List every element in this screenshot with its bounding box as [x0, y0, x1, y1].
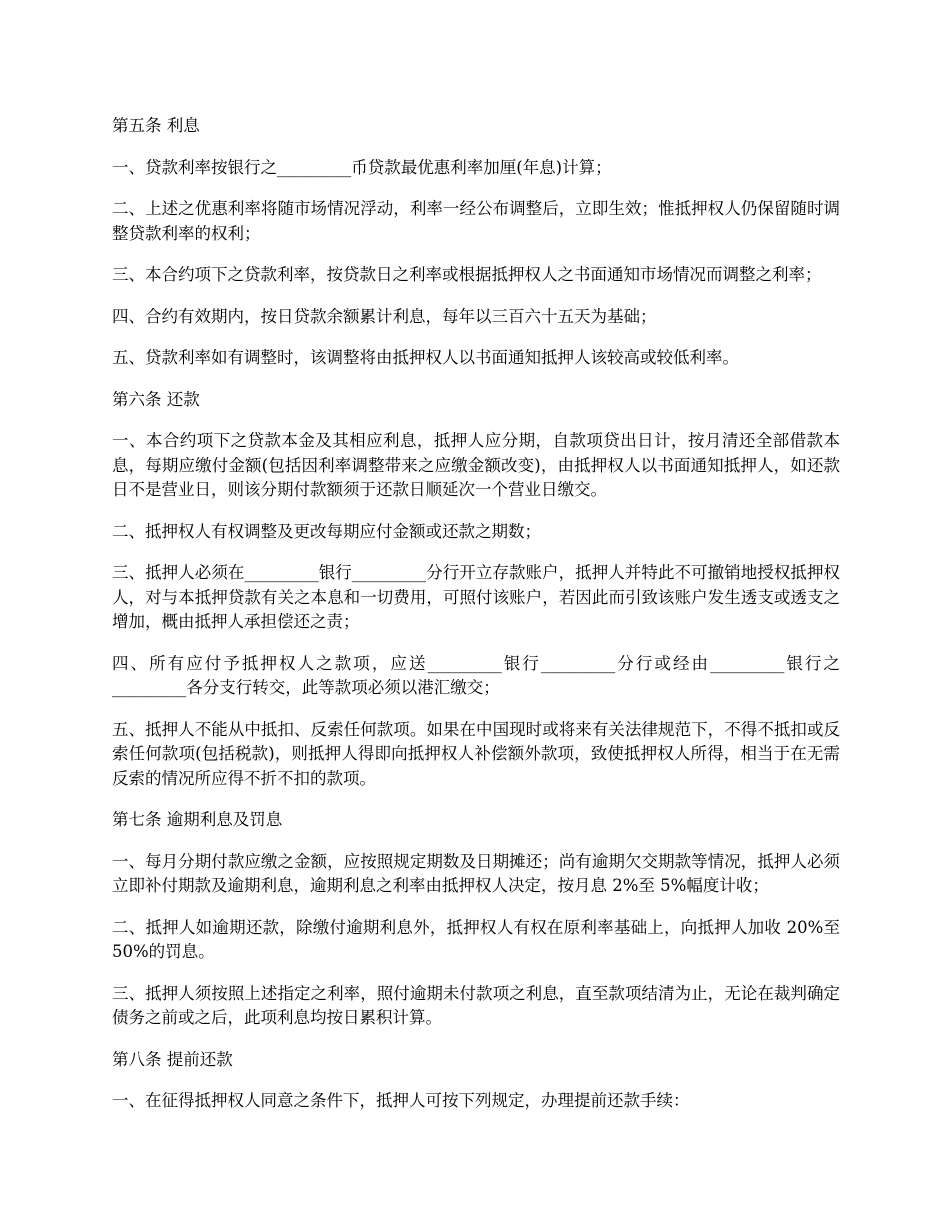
- paragraph: 三、抵押人须按照上述指定之利率，照付逾期未付款项之利息，直至款项结清为止，无论在裁判确定债务之前或之后，此项利息均按日累积计算。: [112, 983, 840, 1027]
- document-body: [112, 114, 840, 1131]
- paragraph: 二、上述之优惠利率将随市场情况浮动，利率一经公布调整后，立即生效；惟抵押权人仍保留随时调整贷款利率的权利；: [112, 199, 840, 243]
- paragraph: 五、贷款利率如有调整时，该调整将由抵押权人以书面通知抵押人该较高或较低利率。: [112, 348, 739, 367]
- paragraph: 一、在征得抵押权人同意之条件下，抵押人可按下列规定，办理提前还款手续：: [112, 1091, 690, 1110]
- paragraph: 四、所有应付予抵押权人之款项，应送_________银行_________分行或经由_________银行之_________各分支行转交，此等款项必须以港汇缴交；: [112, 653, 840, 697]
- paragraph: 一、贷款利率按银行之_________币贷款最优惠利率加厘(年息)计算；: [112, 157, 612, 177]
- paragraph: 四、合约有效期内，按日贷款余额累计利息，每年以三百六十五天为基础；: [112, 306, 657, 326]
- paragraph: 三、本合约项下之贷款利率，按贷款日之利率或根据抵押权人之书面通知市场情况而调整之利率；: [112, 265, 822, 284]
- section-heading-article-7: 第七条 逾期利息及罚息: [112, 810, 283, 829]
- paragraph: 二、抵押权人有权调整及更改每期应付金额或还款之期数；: [112, 521, 541, 541]
- paragraph: 三、抵押人必须在_________银行_________分行开立存款账户，抵押人并特此不可撤销地授权抵押权人，对与本抵押贷款有关之本息和一切费用，可照付该账户，若因此而引致该账户发生透支或透支之增加，概由抵押人承担偿还之责；: [112, 563, 840, 631]
- section-heading-article-5: 第五条 利息: [112, 116, 200, 135]
- paragraph: 一、本合约项下之贷款本金及其相应利息，抵押人应分期，自款项贷出日计，按月清还全部借款本息，每期应缴付金额(包括因利率调整带来之应缴金额改变)，由抵押权人以书面通知抵押人，如还款日不是营业日，则该分期付款额须于还款日顺延次一个营业日缴交。: [112, 431, 840, 499]
- section-heading-article-6: 第六条 还款: [112, 389, 200, 409]
- paragraph: 一、每月分期付款应缴之金额，应按照规定期数及日期摊还；尚有逾期欠交期款等情况，抵押人必须立即补付期款及逾期利息，逾期利息之利率由抵押权人决定，按月息 2%至 5%幅度计收；: [112, 851, 840, 895]
- paragraph: 五、抵押人不能从中抵扣、反索任何款项。如果在中国现时或将来有关法律规范下，不得不抵扣或反索任何款项(包括税款)，则抵押人得即向抵押权人补偿额外款项，致使抵押权人所得，相当于在无需反索的情况所应得不折不扣的款项。: [112, 719, 840, 788]
- paragraph: 二、抵押人如逾期还款，除缴付逾期利息外，抵押权人有权在原利率基础上，向抵押人加收 20%至 50%的罚息。: [112, 917, 840, 961]
- section-heading-article-8: 第八条 提前还款: [112, 1049, 233, 1069]
